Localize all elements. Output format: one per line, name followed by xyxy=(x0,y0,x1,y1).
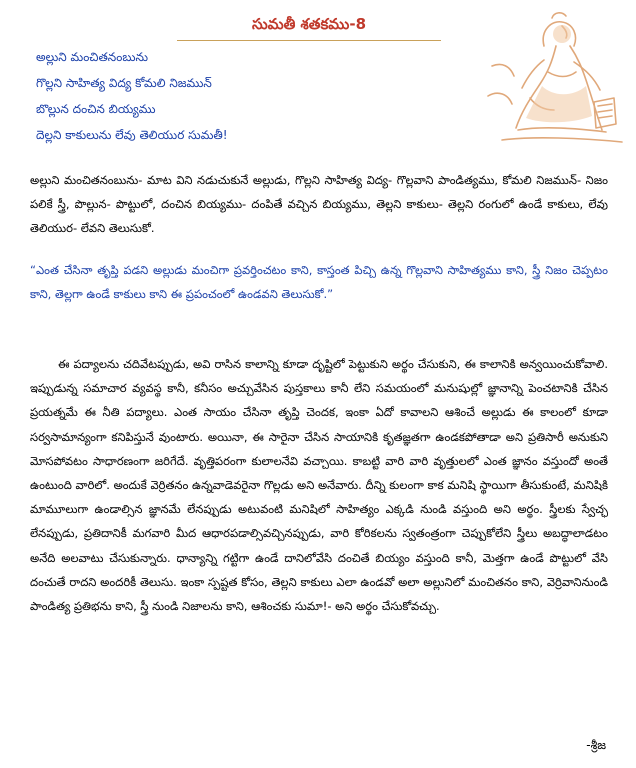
title-bar xyxy=(177,12,441,41)
summary-quote: “ఎంత చేసినా తృప్తి పడని అల్లుడు మంచిగా ప్రవర్తించటం కాని, కాస్తంత పిచ్చి ఉన్న గొల్లవాని సాహిత్యము కాని, స్త్రీ నిజం చెప్పటం కాని, తెల్లగా ఉండే కాకులు కాని ఈ ప్రపంచంలో ఉండవని తెలుసుకో.” xyxy=(30,263,608,301)
word-meaning: అల్లుని మంచితనంబును- మాట విని నడుచుకునే అల్లుడు, గొల్లని సాహిత్య విద్య- గొల్లవాని పాండిత్యము, కోమలి నిజమున్- నిజం పలికే స్త్రీ, పొల్లున- పొట్టులో, దంచిన బియ్యము- దంపితే వచ్చిన బియ్యము, తెల్లని కాకులు- తెల్లని రంగులో ఉండే కాకులు, లేవు తెలియుర- లేవని తెలుసుకో. xyxy=(30,173,608,235)
page-title: సుమతీ శతకము-8 xyxy=(251,15,366,33)
poem-block xyxy=(36,44,486,148)
author-signature: -శ్రీజ xyxy=(586,738,606,752)
poem-line: దెల్లని కాకులును లేవు తెలియుర సుమతీ! xyxy=(36,128,228,142)
poem-line: బొల్లున దంచిన బియ్యము xyxy=(36,102,156,116)
poem-line: అల్లుని మంచితనంబును xyxy=(36,50,149,64)
commentary-paragraph: ఈ పద్యాలను చదివేటప్పుడు, అవి రాసిన కాలాన్ని కూడా దృష్టిలో పెట్టుకుని అర్థం చేసుకుని, ఈ కాలానికి అన్వయించుకోవాలి. ఇప్పుడున్న సమాచార వ్యవస్థ కానీ, కనీసం అచ్చువేసిన పుస్తకాలు కానీ లేని సమయంలో మనుషుల్లో జ్ఞానాన్ని పెంచటానికి చేసిన ప్రయత్నమే ఈ నీతి పద్యాలు. ఎంత సాయం చేసినా తృప్తి చెందక, ఇంకా ఏదో కావాలని ఆశించే అల్లుడు ఈ కాలంలో కూడా సర్వసామాన్యంగా కనిపిస్తునే వుంటారు. అయినా, ఈ సారైనా చేసిన సాయానికి కృతజ్ఞతగా ఉండకపోతాడా అని ప్రతిసారీ అనుకుని మోసపోవటం సాధారణంగా జరిగేదే. వృత్తిపరంగా కులాలనేవి వచ్చాయి. కాబట్టి వారి వారి వృత్తులలో ఎంత జ్ఞానం వస్తుందో అంతే ఉంటుంది వారిలో. అందుకే వెర్రితనం ఉన్నవాడెవరైనా గొల్లడు అని అనేవారు. దీన్ని కులంగా కాక మనిషి స్థాయిగా తీసుకుంటే, మనిషికి మామూలుగా ఉండాల్సిన జ్ఞానమే లేనప్పుడు అటువంటి మనిషిలో సాహిత్యం ఎక్కడి నుండి వస్తుంది అని అర్థం. స్త్రీలకు స్వేచ్ఛ లేనప్పుడు, ప్రతిదానికీ మగవారి మీద ఆధారపడాల్సివచ్చినప్పుడు, వారి కోరికలను స్వతంత్రంగా చెప్పుకోలేని స్త్రీలు అబద్ధాలాడటం అనేది అలవాటు చేసుకున్నారు. ధాన్యాన్ని గట్టిగా ఉండే దానిలోవేసి దంచితే బియ్యం వస్తుంది కానీ, మెత్తగా ఉండే పొట్టులో వేసి దంచుతే రాదని అందరికీ తెలుసు. ఇంకా స్పష్టత కోసం, తెల్లని కాకులు ఎలా ఉండవో అలా అల్లునిలో మంచితనం కాని, వెర్రివానినుండి పాండిత్య ప్రతిభను కాని, స్త్రీ నుండి నిజాలను కాని, ఆశించకు సుమా!- అని అర్థం చేసుకోవచ్చు. xyxy=(30,357,608,614)
poem-line: గొల్లని సాహిత్య విద్య కోమలి నిజమున్ xyxy=(36,76,212,90)
sage-illustration xyxy=(482,6,630,148)
